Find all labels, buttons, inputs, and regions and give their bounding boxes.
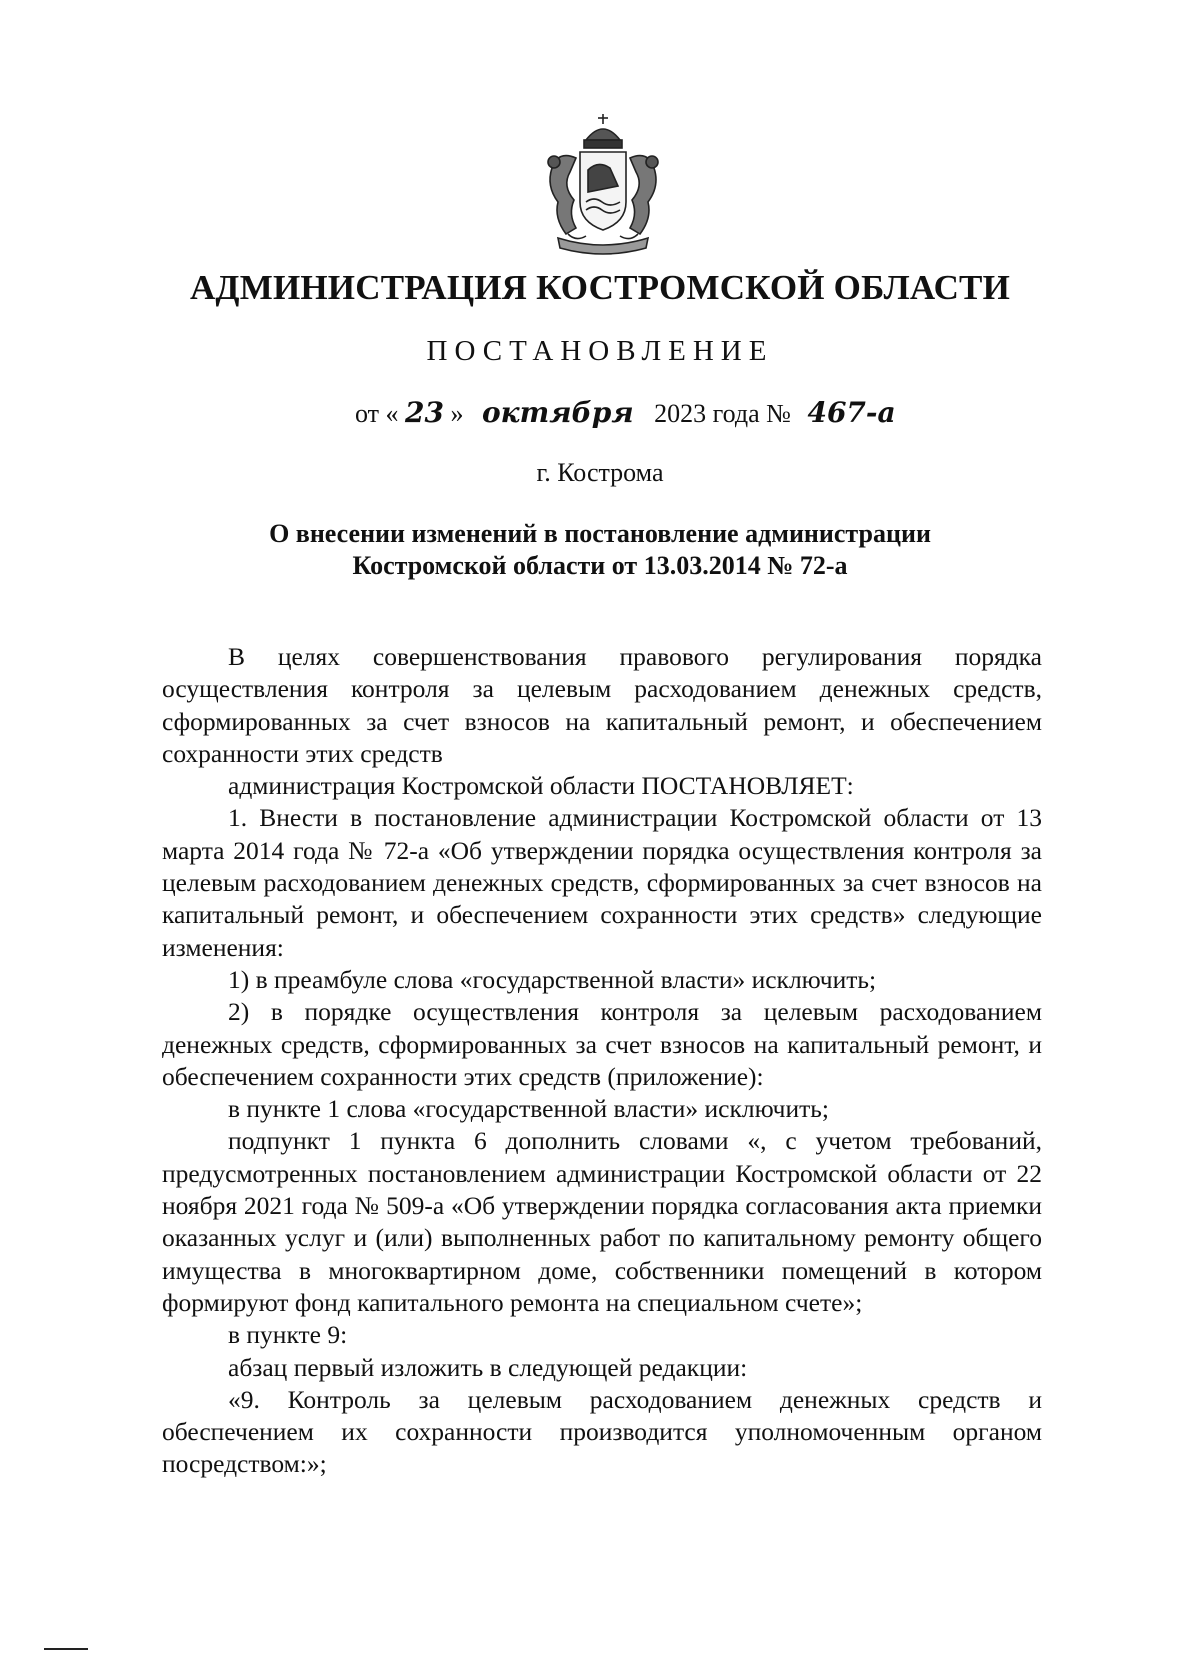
date-number-line: [355, 396, 896, 429]
date-prefix: от «: [355, 399, 399, 428]
scan-mark: [44, 1648, 88, 1650]
coat-of-arms-icon: [528, 110, 678, 260]
date-separator: »: [450, 399, 464, 428]
paragraph-1: В целях совершенствования правового регулирования порядка осуществления контроля за целевым расходованием денежных средств, сформированных за счет взносов на капитальный ремонт, и обеспечением сохранности этих средств: [162, 642, 1042, 768]
date-month: октября: [482, 396, 634, 429]
document-title: [0, 518, 1200, 582]
document-number: 467-а: [807, 396, 896, 429]
paragraph-2: администрация Костромской области ПОСТАНОВЛЯЕТ:: [228, 771, 854, 801]
paragraph-9: абзац первый изложить в следующей редакции:: [228, 1352, 748, 1382]
paragraph-5: 2) в порядке осуществления контроля за целевым расходованием денежных средств, сформированных за счет взносов на капитальный ремонт, и обеспечением сохранности этих средств (приложение):: [162, 997, 1042, 1091]
paragraph-6: в пункте 1 слова «государственной власти» исключить;: [228, 1094, 829, 1124]
document-type: ПОСТАНОВЛЕНИЕ: [426, 335, 774, 367]
title-line-1: О внесении изменений в постановление администрации: [269, 519, 931, 548]
paragraph-8: в пункте 9:: [228, 1320, 348, 1350]
date-day: 23: [405, 396, 444, 429]
city: г. Кострома: [536, 458, 664, 487]
paragraph-4: 1) в преамбуле слова «государственной власти» исключить;: [228, 964, 877, 994]
organization-name: АДМИНИСТРАЦИЯ КОСТРОМСКОЙ ОБЛАСТИ: [189, 268, 1011, 307]
date-year: 2023 года №: [654, 399, 791, 428]
title-line-2: Костромской области от 13.03.2014 № 72-а: [352, 551, 848, 580]
document-body: [162, 641, 1042, 1481]
paragraph-3: 1. Внести в постановление администрации Костромской области от 13 марта 2014 года № 72-а «Об утверждении порядка осуществления контроля за целевым расходованием денежных средств, сформированных за счет взносов на капитальный ремонт, и обеспечением сохранности этих средств» следующие изменения:: [162, 803, 1042, 962]
paragraph-10: «9. Контроль за целевым расходованием денежных средств и обеспечением их сохранности производится уполномоченным органом посредством:»;: [162, 1384, 1042, 1479]
paragraph-7: подпункт 1 пункта 6 дополнить словами «, с учетом требований, предусмотренных постановлением администрации Костромской области от 22 ноября 2021 года № 509-а «Об утверждении порядка согласования акта приемки оказанных услуг и (или) выполненных работ по капитальному ремонту общего имущества в многоквартирном доме, собственники помещений в котором формируют фонд капитального ремонта на специальном счете»;: [162, 1126, 1042, 1317]
